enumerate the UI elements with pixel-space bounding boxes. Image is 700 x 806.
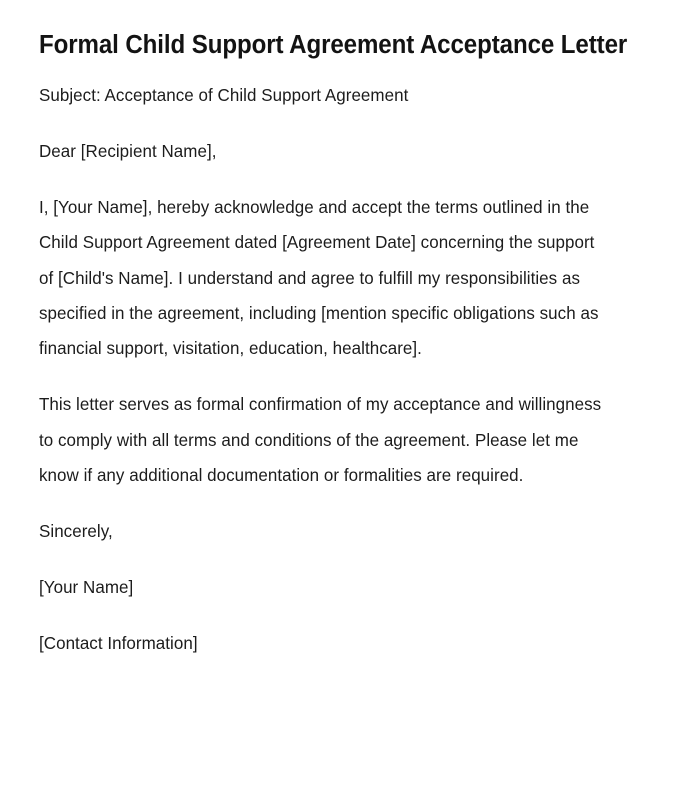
body-paragraph-2: This letter serves as formal confirmation of my acceptance and willingness to comply with all terms and conditions of the agreement. Please let me know if any additional documentation or formalities are required. — [39, 394, 606, 486]
signature-contact-line: [Contact Information] — [39, 632, 198, 653]
salutation-line: Dear [Recipient Name], — [39, 140, 217, 161]
letter-body — [39, 78, 629, 661]
page-title: Formal Child Support Agreement Acceptance Letter — [39, 31, 628, 59]
body-paragraph-1: I, [Your Name], hereby acknowledge and accept the terms outlined in the Child Support Agreement dated [Agreement Date] concerning the support of [Child's Name]. I understand and agree to fulfill my responsibilities as specified in the agreement, including [mention specific obligations such as financial support, visitation, education, healthcare]. — [39, 196, 604, 359]
closing-line: Sincerely, — [39, 521, 113, 542]
subject-line: Subject: Acceptance of Child Support Agreement — [39, 85, 409, 105]
signature-name-line: [Your Name] — [39, 576, 134, 597]
